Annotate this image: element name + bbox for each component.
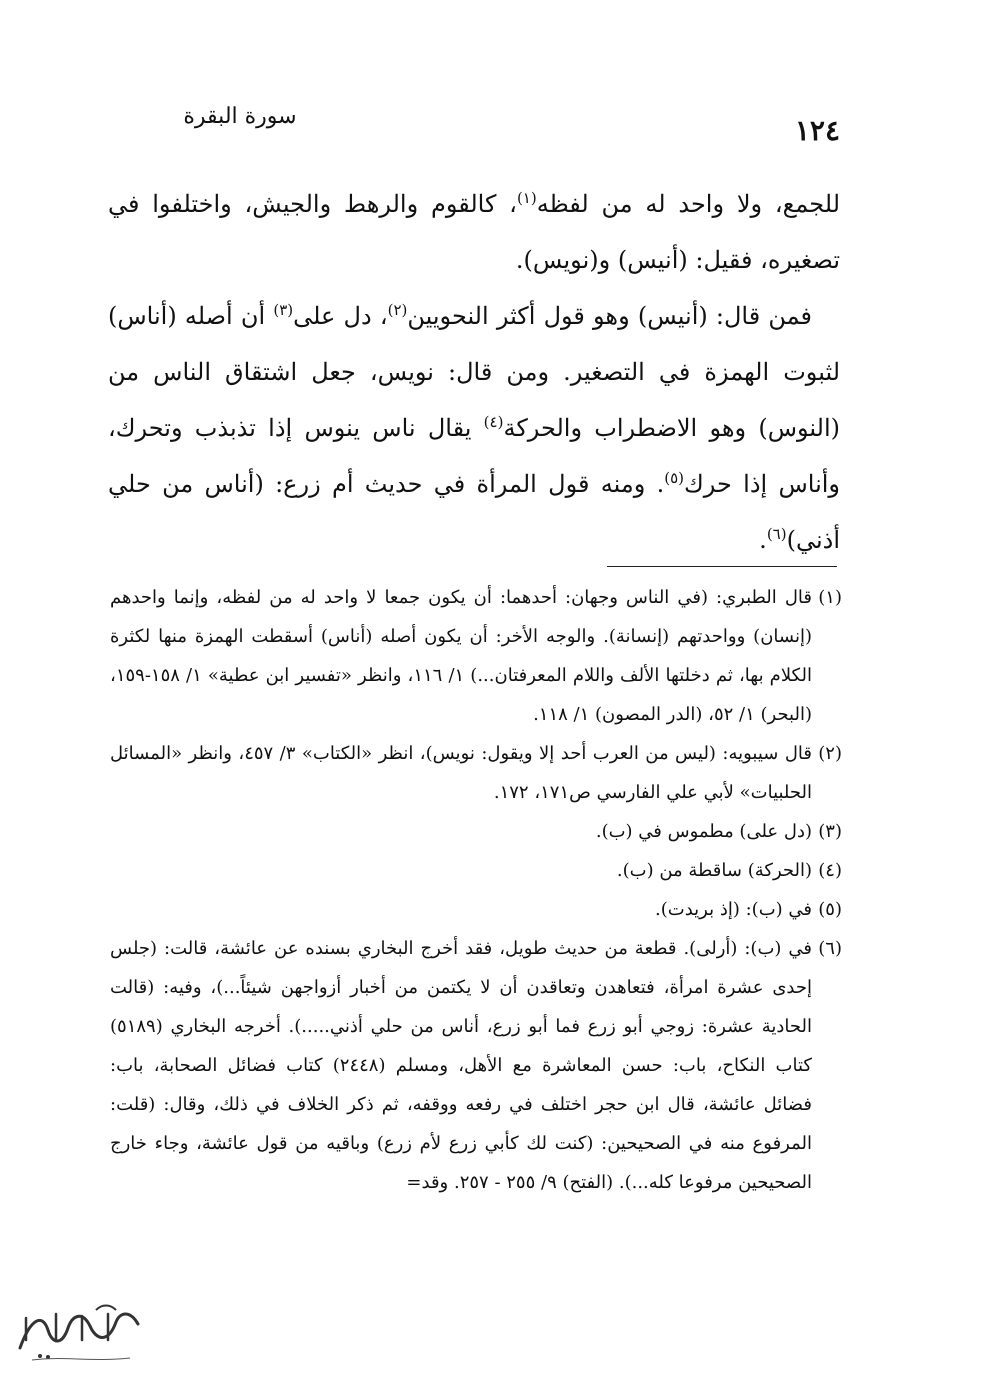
footnote-number: (٥)	[818, 899, 842, 920]
footnote-number: (٢)	[818, 743, 842, 764]
footnote-ref: (٢)	[387, 301, 408, 319]
surah-title: سورة البقرة	[183, 104, 297, 129]
footnote-text: في (ب): (أرلى). قطعة من حديث طويل، فقد أخرج البخاري بسنده عن عائشة، قالت: (جلس إحدى عشرة امرأة، فتعاهدن وتعاقدن أن لا يكتمن من أخبار أزواجهن شيئاً...)، وفيه: (قالت الحادية عشرة: زوجي أبو زرع فما أبو زرع، أناس من حلي أذني.....). أخرجه البخاري (٥١٨٩) كتاب النكاح، باب: حسن المعاشرة مع الأهل، ومسلم (٢٤٤٨) كتاب فضائل الصحابة، باب: فضائل عائشة، قال ابن حجر اختلف في رفعه ووقفه، ثم ذكر الخلاف في ذلك، وقال: (قلت: المرفوع منه في الصحيحين: (كنت لك كأبي زرع لأم زرع) وباقيه من قول عائشة، وجاء خارج الصحيحين مرفوعا كله...). (الفتح) ٩/ ٢٥٥ - ٢٥٧. وقد=	[110, 938, 813, 1193]
footnote-number: (٣)	[818, 821, 842, 842]
footnote	[110, 929, 842, 1202]
body-text-run: أن أصله (أناس) لثبوت الهمزة في التصغير. ومن قال: نويس، جعل اشتقاق الناس من (النوس) وهو الاضطراب والحركة	[108, 302, 841, 442]
page-number: ١٢٤	[794, 114, 840, 147]
footnote-number: (٤)	[818, 860, 842, 881]
body-paragraph	[108, 288, 840, 568]
footnote-separator	[607, 566, 837, 567]
footnotes-section	[110, 578, 842, 1202]
body-text-run: للجمع، ولا واحد له من لفظه	[536, 190, 841, 218]
footnote-text: (الحركة) ساقطة من (ب).	[616, 860, 812, 881]
footnote	[110, 578, 842, 734]
footnote-text: قال الطبري: (في الناس وجهان: أحدهما: أن يكون جمعا لا واحد له من لفظه، وإنما واحدهم (إنسان) وواحدتهم (إنسانة). والوجه الأخر: أن يكون أصله (أناس) أسقطت الهمزة منها لكثرة الكلام بها، ثم دخلتها الألف واللام المعرفتان...) ١/ ١١٦، وانظر «تفسير ابن عطية» ١/ ١٥٨-١٥٩، (البحر) ١/ ٥٢، (الدر المصون) ١/ ١١٨.	[110, 587, 812, 725]
footnote	[110, 734, 842, 812]
body-text-run: . ومنه قول المرأة في حديث أم زرع: (أناس من حلي أذني)	[108, 470, 840, 554]
footnote-text: قال سيبويه: (ليس من العرب أحد إلا ويقول: نويس)، انظر «الكتاب» ٣/ ٤٥٧، وانظر «المسائل الحلبيات» لأبي علي الفارسي ص١٧١، ١٧٢.	[110, 743, 812, 803]
running-header	[0, 100, 990, 150]
footnote	[110, 890, 842, 929]
main-text	[108, 176, 840, 568]
footnote	[110, 851, 842, 890]
body-text-run: .	[759, 526, 767, 554]
footnote-number: (١)	[818, 587, 842, 608]
body-paragraph	[108, 176, 840, 288]
footnote-text: في (ب): (إذ بريدت).	[655, 899, 812, 920]
footnote-ref: (٥)	[664, 469, 684, 487]
footnote-ref: (٦)	[766, 525, 787, 543]
body-text-run: ، كالقوم والرهط والجيش، واختلفوا في تصغيره، فقيل: (أنيس) و(نويس).	[108, 190, 840, 274]
body-text-run: يقال ناس ينوس إذا تذبذب وتحرك، وأناس إذا حرك	[108, 414, 841, 498]
footnote	[110, 812, 842, 851]
footnote-ref: (٤)	[483, 413, 504, 431]
publisher-stamp-logo	[12, 1300, 152, 1365]
footnote-ref: (٣)	[273, 301, 294, 319]
body-text-run: فمن قال: (أنيس) وهو قول أكثر النحويين	[407, 302, 812, 330]
footnote-number: (٦)	[818, 938, 842, 959]
footnote-ref: (١)	[516, 189, 537, 207]
footnote-text: (دل على) مطموس في (ب).	[595, 821, 812, 842]
body-text-run: ، دل على	[293, 302, 388, 330]
